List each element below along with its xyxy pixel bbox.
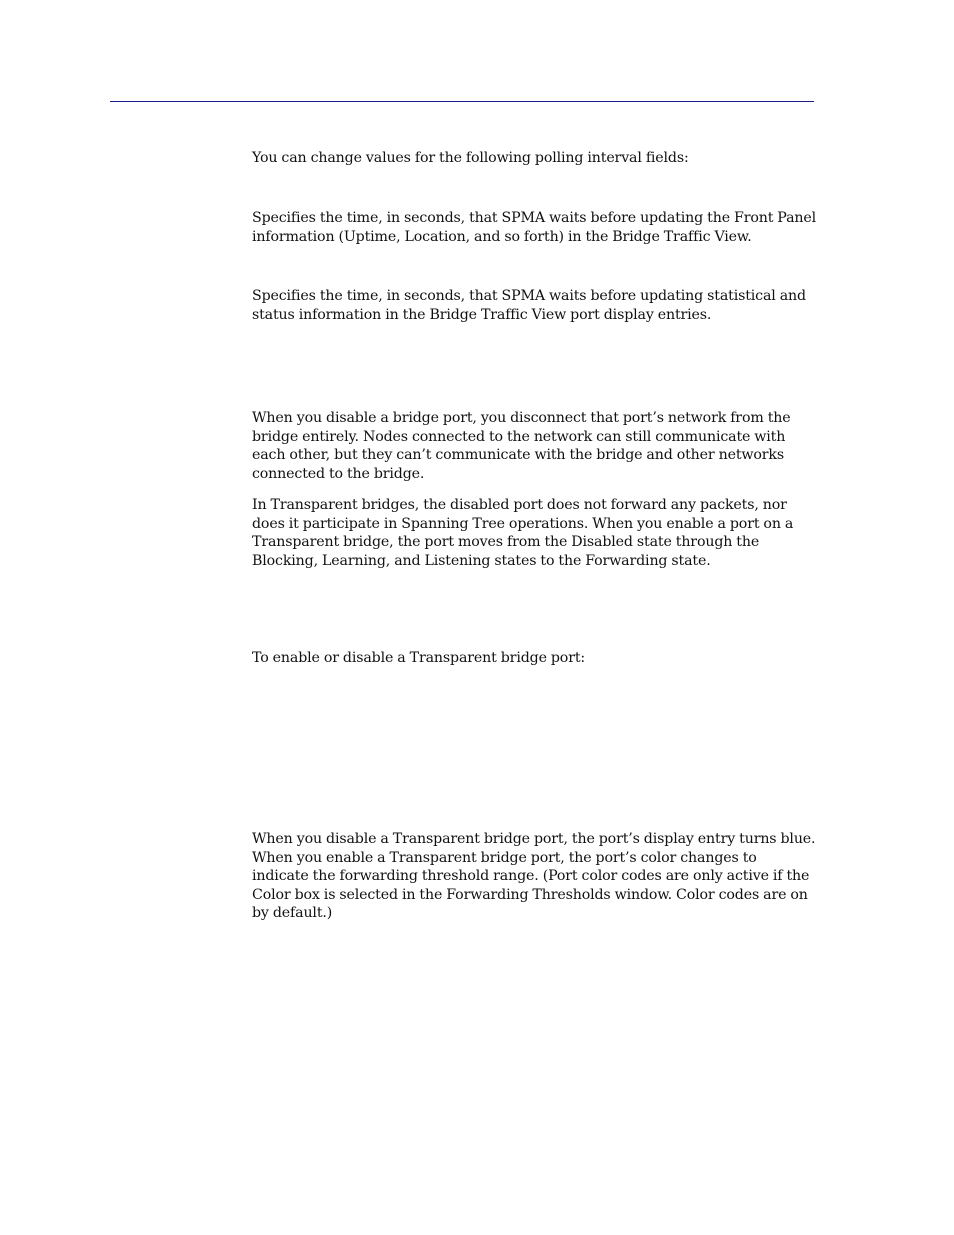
port-display-description: Specifies the time, in seconds, that SPMA waits before updating statistical and status information in the Bridge Traffic View port display entries. — [252, 288, 806, 323]
procedure-intro: To enable or disable a Transparent bridge port: — [252, 650, 586, 666]
front-panel-description: Specifies the time, in seconds, that SPMA waits before updating the Front Panel information (Uptime, Location, and so forth) in the Bridge Traffic View. — [252, 210, 816, 245]
transparent-bridge-paragraph: In Transparent bridges, the disabled port does not forward any packets, nor does it participate in Spanning Tree operations. When you enable a port on a Transparent bridge, the port moves from the Disabled state through the Blocking, Learning, and Listening states to the Forwarding state. — [252, 497, 794, 569]
disable-port-paragraph: When you disable a bridge port, you disconnect that port’s network from the bridge entirely. Nodes connected to the network can still communicate with each other, but they can’t communicate with the bridge and other networks connected to the bridge. — [252, 410, 791, 482]
header-rule — [110, 101, 814, 102]
color-note-paragraph: When you disable a Transparent bridge port, the port’s display entry turns blue. When you enable a Transparent bridge port, the port’s color changes to indicate the forwarding threshold range. (Port color codes are only active if the Color box is selected in the Forwarding Thresholds window. Color codes are on by default.) — [252, 831, 816, 922]
intro-paragraph: You can change values for the following polling interval fields: — [252, 150, 689, 166]
